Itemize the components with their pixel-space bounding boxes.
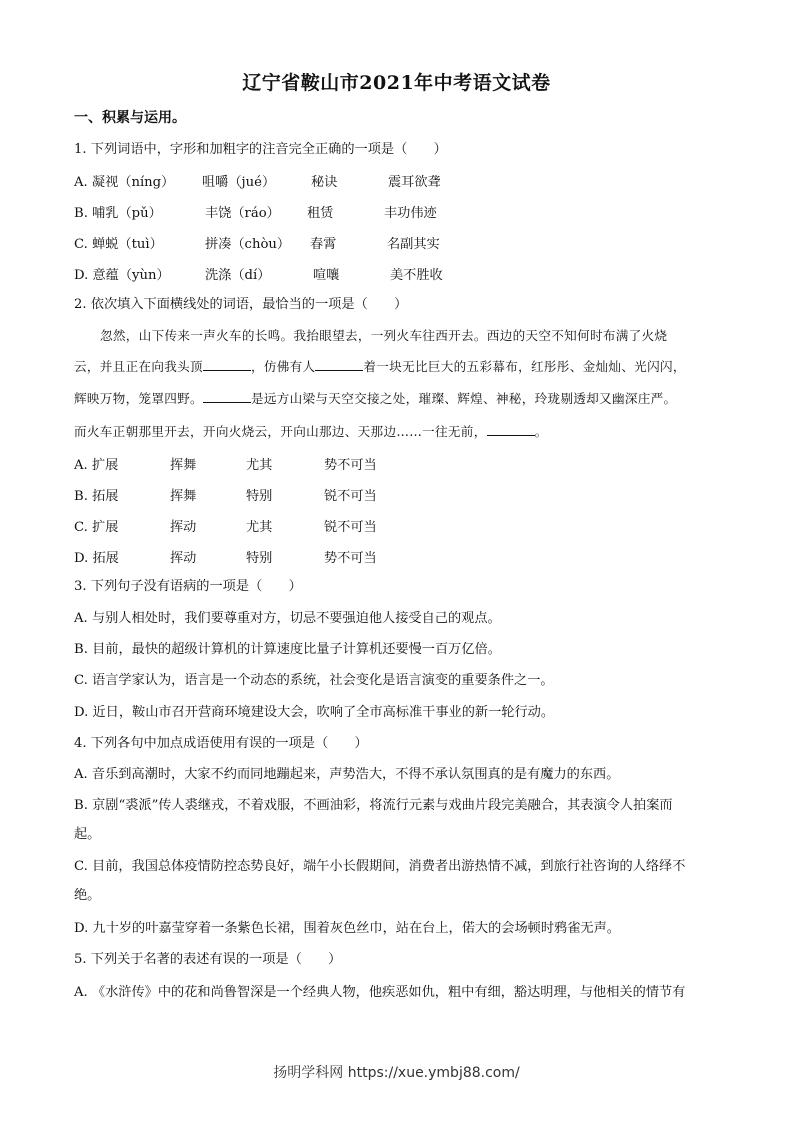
page-title: 辽宁省鞍山市2021年中考语文试卷 [242,72,551,94]
q3-option-d: D. 近日，鞍山市召开营商环境建设大会，吹响了全市高标准干事业的新一轮行动。 [74,705,555,720]
q1-a-word-1: A. 凝视（níng） [74,175,175,190]
q1-b-word-2: 丰饶（ráo） [205,206,280,221]
passage-text: 。 [534,424,548,439]
q1-c-word-1: C. 蝉蜕（tuì） [74,237,163,252]
q5-option-a: A. 《水浒传》中的花和尚鲁智深是一个经典人物，他疾恶如仇，粗中有细，豁达明理，与他相关的情节有 [74,985,686,1000]
q2-d-word-3: 特别 [246,551,273,566]
q2-a-word-3: 尤其 [246,458,273,473]
passage-text: ，仿佛有人 [250,359,316,374]
q2-d-word-1: D. 拓展 [74,551,119,566]
passage-text: 是远方山梁与天空交接之处，璀璨、辉煌、神秘，玲珑剔透却又幽深庄严。 [250,391,677,406]
section-heading: 一、积累与运用。 [74,110,186,126]
blank-4 [487,424,535,436]
q2-c-word-4: 锐不可当 [324,520,377,535]
q1-c-word-4: 名副其实 [387,237,440,252]
q1-b-word-1: B. 哺乳（pǔ） [74,206,162,221]
q2-a-word-1: A. 扩展 [74,458,119,473]
q2-a-word-4: 势不可当 [324,458,377,473]
q1-c-word-3: 春霄 [310,237,337,252]
q2-b-word-3: 特别 [246,489,273,504]
passage-text: 云，并且正在向我头顶 [74,359,203,374]
passage-text: 着一块无比巨大的五彩幕布，红彤彤、金灿灿、光闪闪， [363,359,686,374]
q3-option-b: B. 目前，最快的超级计算机的计算速度比量子计算机还要慢一百万亿倍。 [74,642,501,657]
q4-option-b-line-2: 起。 [74,827,101,842]
q2-c-word-2: 挥动 [170,520,197,535]
q1-a-word-2: 咀嚼（jué） [202,175,276,190]
q1-d-word-1: D. 意蕴（yùn） [74,268,170,283]
q1-a-word-3: 秘诀 [311,175,338,190]
q2-d-word-4: 势不可当 [324,551,377,566]
blank-1 [203,359,251,371]
question-2-stem: 2. 依次填入下面横线处的词语，最恰当的一项是（ ） [74,297,408,312]
q2-a-word-2: 挥舞 [170,458,197,473]
q1-b-word-3: 租赁 [307,206,334,221]
question-3-stem: 3. 下列句子没有语病的一项是（ ） [74,579,302,594]
q4-option-c-line-2: 绝。 [74,888,101,903]
passage-line-4 [74,423,548,441]
q2-d-word-2: 挥动 [170,551,197,566]
question-1-stem: 1. 下列词语中，字形和加粗字的注音完全正确的一项是（ ） [74,142,447,157]
q4-option-c-line-1: C. 目前，我国总体疫情防控态势良好，端午小长假期间，消费者出游热情不减，到旅行社咨询的人络绎不 [74,859,686,874]
q2-b-word-4: 锐不可当 [324,489,377,504]
q1-d-word-2: 洗涤（dí） [205,268,271,283]
q4-option-d: D. 九十岁的叶嘉莹穿着一条紫色长裙，围着灰色丝巾，站在台上，偌大的会场顿时鸦雀无声。 [74,921,620,936]
q2-c-word-1: C. 扩展 [74,520,119,535]
passage-line-1: 忽然，山下传来一声火车的长鸣。我抬眼望去，一列火车往西开去。西边的天空不知何时布满了火烧 [100,328,668,343]
blank-2 [315,359,363,371]
q3-option-a: A. 与别人相处时，我们要尊重对方，切忌不要强迫他人接受自己的观点。 [74,611,501,626]
q2-c-word-3: 尤其 [246,520,273,535]
question-5-stem: 5. 下列关于名著的表述有误的一项是（ ） [74,952,342,967]
passage-line-3 [74,390,676,408]
q4-option-a: A. 音乐到高潮时，大家不约而同地蹦起来，声势浩大，不得不承认氛围真的是有魔力的东西。 [74,767,620,782]
q2-b-word-1: B. 拓展 [74,489,119,504]
passage-line-2 [74,358,686,376]
q2-b-word-2: 挥舞 [170,489,197,504]
q4-option-b-line-1: B. 京剧“裘派”传人裘继戎，不着戏服，不画油彩，将流行元素与戏曲片段完美融合，其表演令人拍案而 [74,798,673,813]
q1-d-word-3: 喧嚷 [313,268,340,283]
q1-b-word-4: 丰功伟迹 [384,206,437,221]
q1-d-word-4: 美不胜收 [390,268,443,283]
q1-c-word-2: 拼凑（chòu） [205,237,291,252]
q1-a-word-4: 震耳欲聋 [388,175,441,190]
q3-option-c: C. 语言学家认为，语言是一个动态的系统，社会变化是语言演变的重要条件之一。 [74,673,554,688]
passage-text: 辉映万物，笼罩四野。 [74,391,203,406]
blank-3 [203,391,251,403]
question-4-stem: 4. 下列各句中加点成语使用有误的一项是（ ） [74,736,368,751]
passage-text: 而火车正朝那里开去，开向火烧云，开向山那边、天那边……一往无前， [74,424,487,439]
footer-watermark: 扬明学科网 https://xue.ymbj88.com/ [273,1065,520,1081]
